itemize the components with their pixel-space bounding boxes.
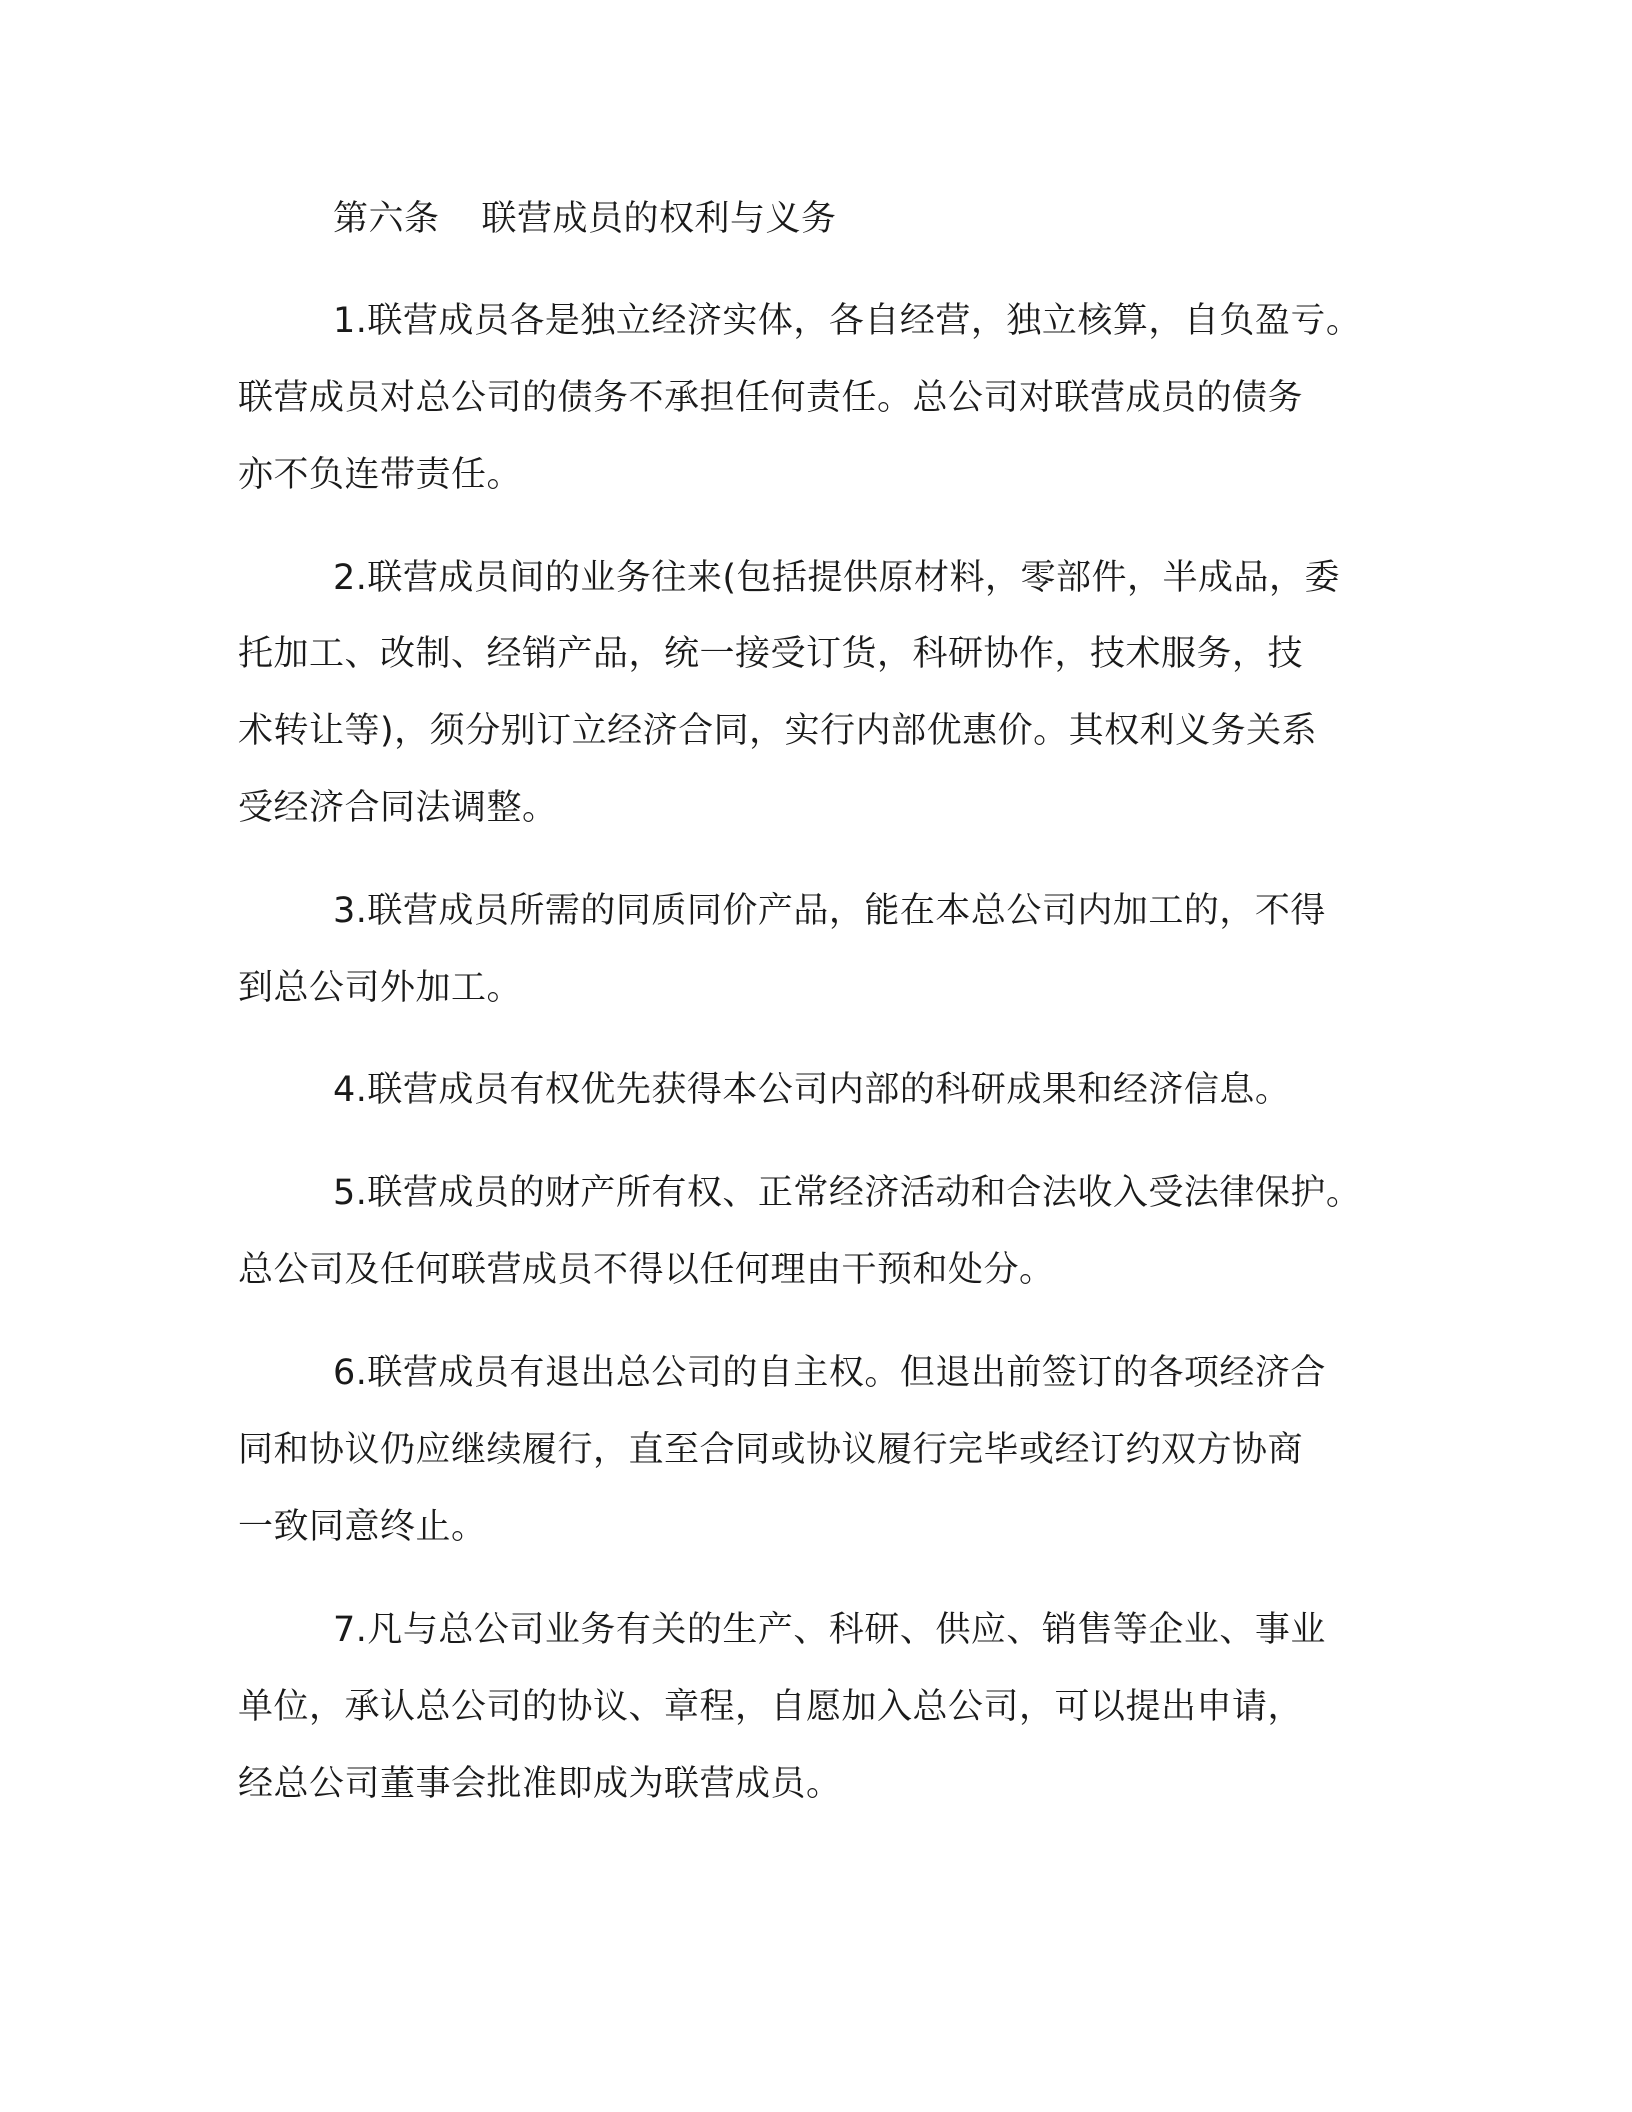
paragraph-7-line-3: 经总公司董事会批准即成为联营成员。 [238,1764,842,1804]
paragraph-1-line-1: 1.联营成员各是独立经济实体，各自经营，独立核算，自负盈亏。 [333,301,1362,341]
article-number: 第六条 [333,199,440,239]
article-title: 联营成员的权利与义务 [481,199,837,239]
paragraph-2-line-4: 受经济合同法调整。 [238,788,558,828]
article-heading [333,196,837,242]
paragraph-2-line-1: 2.联营成员间的业务往来(包括提供原材料，零部件，半成品，委 [333,558,1341,598]
paragraph-6-line-2: 同和协议仍应继续履行，直至合同或协议履行完毕或经订约双方协商 [238,1430,1304,1470]
paragraph-4-line-1: 4.联营成员有权优先获得本公司内部的科研成果和经济信息。 [333,1070,1291,1110]
paragraph-7-line-2: 单位，承认总公司的协议、章程，自愿加入总公司，可以提出申请， [238,1687,1304,1727]
paragraph-7-line-1: 7.凡与总公司业务有关的生产、科研、供应、销售等企业、事业 [333,1610,1326,1650]
paragraph-5-line-2: 总公司及任何联营成员不得以任何理由干预和处分。 [238,1250,1055,1290]
paragraph-2-line-2: 托加工、改制、经销产品，统一接受订货，科研协作，技术服务，技 [238,634,1304,674]
paragraph-6-line-3: 一致同意终止。 [238,1507,487,1547]
paragraph-3-line-1: 3.联营成员所需的同质同价产品，能在本总公司内加工的，不得 [333,891,1326,931]
paragraph-1-line-2: 联营成员对总公司的债务不承担任何责任。总公司对联营成员的债务 [238,378,1304,418]
paragraph-3-line-2: 到总公司外加工。 [238,968,523,1008]
paragraph-5-line-1: 5.联营成员的财产所有权、正常经济活动和合法收入受法律保护。 [333,1173,1362,1213]
paragraph-6-line-1: 6.联营成员有退出总公司的自主权。但退出前签订的各项经济合 [333,1353,1326,1393]
paragraph-2-line-3: 术转让等)，须分别订立经济合同，实行内部优惠价。其权利义务关系 [238,711,1318,751]
paragraph-1-line-3: 亦不负连带责任。 [238,455,523,495]
